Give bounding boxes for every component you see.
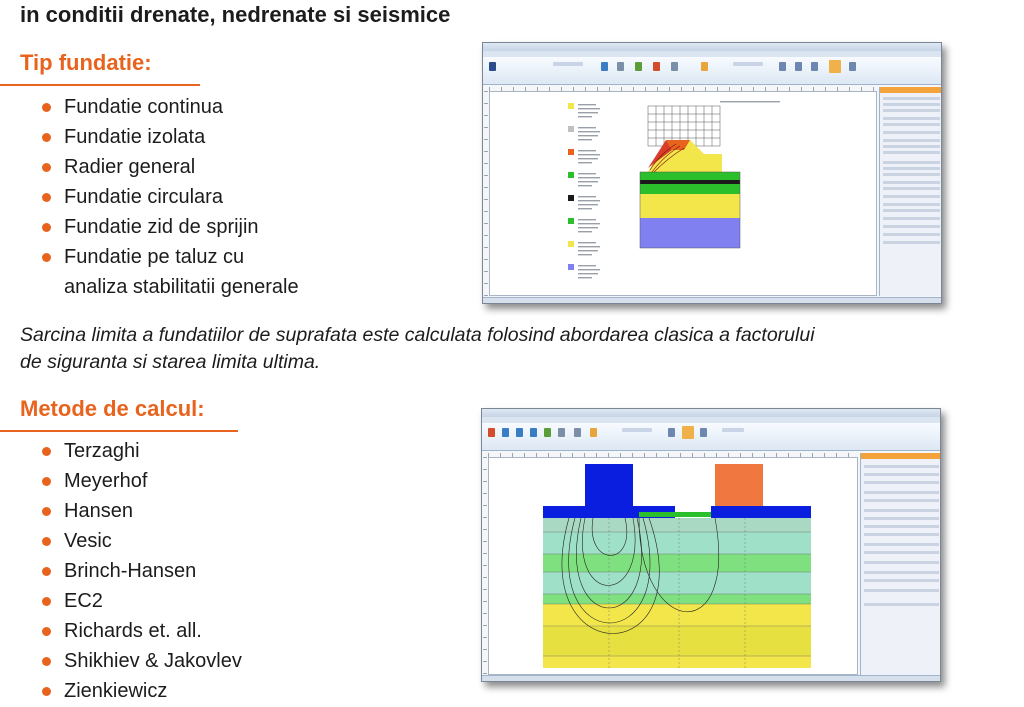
- drawing-canvas: [488, 457, 858, 675]
- calculation-methods-list: [42, 436, 242, 706]
- status-bar: [483, 297, 941, 303]
- list-item: Fundatie pe taluz cu analiza stabilitatii generale: [42, 242, 299, 302]
- properties-panel: [879, 87, 942, 296]
- bullet-icon: [42, 133, 51, 142]
- list-item: Fundatie izolata: [42, 122, 299, 152]
- description-line: de siguranta si starea limita ultima.: [20, 351, 321, 373]
- software-screenshot-bearing-capacity: [481, 408, 941, 682]
- section-title-text: Metode de calcul:: [20, 396, 205, 421]
- list-item: Hansen: [42, 496, 242, 526]
- foundation-type-list: [42, 92, 299, 302]
- ribbon-toolbar: [482, 423, 940, 451]
- bullet-icon: [42, 537, 51, 546]
- list-item: Meyerhof: [42, 466, 242, 496]
- bullet-icon: [42, 657, 51, 666]
- section-title-tip-fundatie: [20, 50, 152, 76]
- list-item: Fundatie circulara: [42, 182, 299, 212]
- description-paragraph: [20, 322, 1010, 376]
- properties-panel: [860, 453, 941, 675]
- window-titlebar: [483, 43, 941, 51]
- description-line: Sarcina limita a fundatiilor de suprafata este calculata folosind abordarea clasica a factorului: [20, 324, 815, 346]
- section-underline: [0, 430, 238, 432]
- list-item: Richards et. all.: [42, 616, 242, 646]
- section-title-text: Tip fundatie:: [20, 50, 152, 75]
- bullet-icon: [42, 627, 51, 636]
- bullet-icon: [42, 223, 51, 232]
- bullet-icon: [42, 507, 51, 516]
- bullet-icon: [42, 253, 51, 262]
- window-titlebar: [482, 409, 940, 417]
- bullet-icon: [42, 193, 51, 202]
- status-bar: [482, 675, 940, 681]
- section-underline: [0, 84, 200, 86]
- list-item: Brinch-Hansen: [42, 556, 242, 586]
- list-item-continuation: analiza stabilitatii generale: [64, 276, 299, 298]
- bullet-icon: [42, 597, 51, 606]
- bullet-icon: [42, 447, 51, 456]
- section-title-metode-de-calcul: [20, 396, 205, 422]
- bullet-icon: [42, 163, 51, 172]
- bullet-icon: [42, 477, 51, 486]
- page-heading-line: in conditii drenate, nedrenate si seismice: [20, 2, 451, 27]
- list-item: Vesic: [42, 526, 242, 556]
- bullet-icon: [42, 567, 51, 576]
- bullet-icon: [42, 687, 51, 696]
- list-item: Fundatie zid de sprijin: [42, 212, 299, 242]
- software-screenshot-foundation: [482, 42, 942, 304]
- list-item: Terzaghi: [42, 436, 242, 466]
- list-item: Radier general: [42, 152, 299, 182]
- list-item: Zienkiewicz: [42, 676, 242, 706]
- drawing-canvas: [489, 91, 877, 296]
- list-item: Shikhiev & Jakovlev: [42, 646, 242, 676]
- list-item: EC2: [42, 586, 242, 616]
- ribbon-toolbar: [483, 57, 941, 85]
- bullet-icon: [42, 103, 51, 112]
- list-item: Fundatie continua: [42, 92, 299, 122]
